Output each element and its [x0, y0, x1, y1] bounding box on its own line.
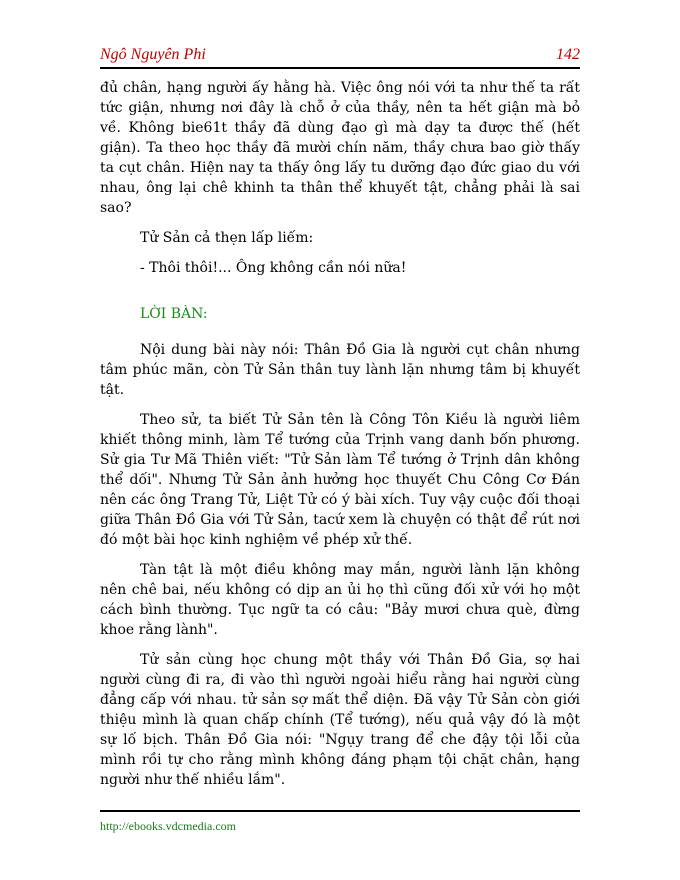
header-page-number: 142	[556, 46, 580, 63]
paragraph-6: Tàn tật là một điều không may mắn, người lành lặn không nên chê bai, nếu không có dịp an ủi họ thì cũng đối xử với họ một cách bình thường. Tục ngữ ta có câu: "Bảy mươi chưa què, đừng khoe rằng lành".	[100, 562, 580, 638]
paragraph-3: - Thôi thôi!... Ông không cần nói nữa!	[140, 260, 407, 276]
page-header	[100, 46, 580, 68]
section-heading: LỜI BÀN:	[140, 306, 208, 322]
paragraph-5: Theo sử, ta biết Tử Sản tên là Công Tôn Kiều là người liêm khiết thông minh, làm Tể tướng của Trịnh vang danh bốn phương. Sử gia Tư Mã Thiên viết: "Tử Sản làm Tể tướng ở Trịnh dân không thể dối". Nhưng Tử Sản ảnh hưởng học thuyết Chu Công Cơ Đán nên các ông Trang Tử, Liệt Tử có ý bài xích. Tuy vậy cuộc đối thoại giữa Thân Đồ Gia với Tử Sản, tacứ xem là chuyện có thật để rút nơi đó một bài học kinh nghiệm về phép xử thế.	[100, 412, 580, 548]
paragraph-2: Tử Sản cả thẹn lấp liếm:	[140, 230, 314, 246]
paragraph-4: Nội dung bài này nói: Thân Đồ Gia là người cụt chân nhưng tâm phúc mãn, còn Tử Sản thân tuy lành lặn nhưng tâm bị khuyết tật.	[100, 342, 580, 398]
footer-link[interactable]: http://ebooks.vdcmedia.com	[100, 819, 236, 833]
paragraph-7: Tử sản cùng học chung một thầy với Thân Đồ Gia, sợ hai người cùng đi ra, đi vào thì người ngoài hiểu rằng hai người cùng đẳng cấp với nhau. tử sản sợ mất thể diện. Đã vậy Tử Sản còn giới thiệu mình là quan chấp chính (Tể tướng), nếu quả vậy đó là một sự lố bịch. Thân Đồ Gia nói: "Ngụy trang để che đậy tội lỗi của mình rồi tự cho rằng mình không đáng phạm tội chặt chân, hạng người như thế nhiều lắm".	[100, 652, 580, 788]
header-author: Ngô Nguyên Phi	[100, 46, 206, 63]
paragraph-1: đủ chân, hạng người ấy hằng hà. Việc ông nói với ta như thế ta rất tức giận, nhưng nơi đây là chỗ ở của thầy, nên ta hết giận mà bỏ về. Không bie61t thầy đã dùng đạo gì mà dạy ta được thế (hết giận). Ta theo học thầy đã mười chín năm, thầy chưa bao giờ thấy ta cụt chân. Hiện nay ta thấy ông lấy tu dưỡng đạo đức giao du với nhau, ông lại chê khinh ta thân thể khuyết tật, chẳng phải là sai sao?	[100, 80, 580, 216]
page-body	[100, 78, 580, 800]
header-rule	[100, 67, 580, 69]
footer-rule	[100, 810, 580, 812]
